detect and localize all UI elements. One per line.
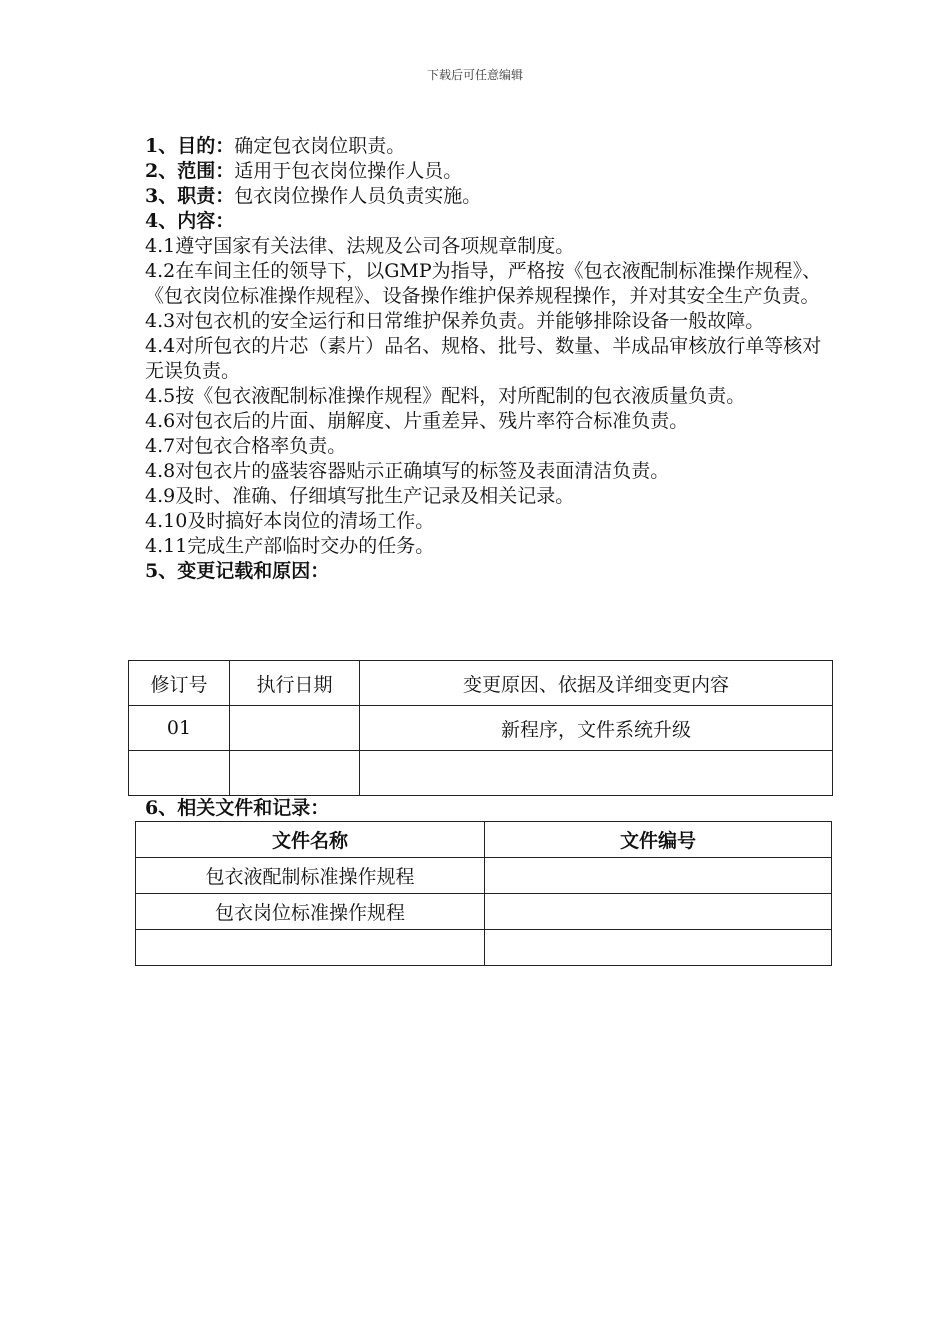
table-cell xyxy=(129,751,230,796)
table-cell xyxy=(230,706,360,751)
table-header-cell: 文件名称 xyxy=(136,822,485,858)
table-cell xyxy=(136,930,485,966)
table-cell: 新程序，文件系统升级 xyxy=(360,706,833,751)
section-change-heading: 5、变更记载和原因： xyxy=(145,560,330,582)
table-header-cell: 变更原因、依据及详细变更内容 xyxy=(360,661,833,706)
content-item: 4.1遵守国家有关法律、法规及公司各项规章制度。 xyxy=(145,235,575,257)
content-item: 4.5按《包衣液配制标准操作规程》配料，对所配制的包衣液质量负责。 xyxy=(145,385,746,407)
table-row xyxy=(136,894,832,930)
section-text: 确定包衣岗位职责。 xyxy=(234,135,406,157)
table-cell: 包衣液配制标准操作规程 xyxy=(136,858,485,894)
change-record-table xyxy=(128,660,833,796)
table-row xyxy=(129,706,833,751)
content-item: 4.8对包衣片的盛装容器贴示正确填写的标签及表面清洁负责。 xyxy=(145,460,670,482)
table-row xyxy=(136,858,832,894)
section-purpose xyxy=(145,134,835,159)
content-item: 4.10及时搞好本岗位的清场工作。 xyxy=(145,510,435,532)
table-row xyxy=(136,930,832,966)
table-cell xyxy=(360,751,833,796)
content-item: 4.4对所包衣的片芯（素片）品名、规格、批号、数量、半成品审核放行单等核对无误负责。 xyxy=(145,335,822,382)
table-cell xyxy=(485,858,832,894)
header-note: 下载后可任意编辑 xyxy=(426,68,523,82)
section-content-heading: 4、内容： xyxy=(145,210,235,232)
table-header-cell: 修订号 xyxy=(129,661,230,706)
table-cell: 01 xyxy=(129,706,230,751)
content-item: 4.2在车间主任的领导下，以GMP为指导，严格按《包衣液配制标准操作规程》、《包衣岗位标准操作规程》、设备操作维护保养规程操作，并对其安全生产负责。 xyxy=(145,260,822,307)
section-text: 包衣岗位操作人员负责实施。 xyxy=(234,185,482,207)
content-item: 4.6对包衣后的片面、崩解度、片重差异、残片率符合标准负责。 xyxy=(145,410,689,432)
table-header-cell: 执行日期 xyxy=(230,661,360,706)
table-cell xyxy=(230,751,360,796)
section-responsibility xyxy=(145,184,835,209)
section-related-docs-heading: 6、相关文件和记录： xyxy=(145,797,330,819)
section-label: 2、范围： xyxy=(145,160,235,182)
table-header-cell: 文件编号 xyxy=(485,822,832,858)
table-cell: 包衣岗位标准操作规程 xyxy=(136,894,485,930)
table-header-row xyxy=(129,661,833,706)
content-item: 4.3对包衣机的安全运行和日常维护保养负责。并能够排除设备一般故障。 xyxy=(145,310,765,332)
document-body xyxy=(145,134,835,584)
table-row xyxy=(129,751,833,796)
table-cell xyxy=(485,894,832,930)
table-header-row xyxy=(136,822,832,858)
content-item: 4.7对包衣合格率负责。 xyxy=(145,435,347,457)
related-docs-table xyxy=(135,821,832,966)
table-cell xyxy=(485,930,832,966)
content-item: 4.11完成生产部临时交办的任务。 xyxy=(145,535,435,557)
section-scope xyxy=(145,159,835,184)
section-label: 3、职责： xyxy=(145,185,235,207)
section-text: 适用于包衣岗位操作人员。 xyxy=(234,160,463,182)
content-item: 4.9及时、准确、仔细填写批生产记录及相关记录。 xyxy=(145,485,575,507)
section-label: 1、目的： xyxy=(145,135,235,157)
